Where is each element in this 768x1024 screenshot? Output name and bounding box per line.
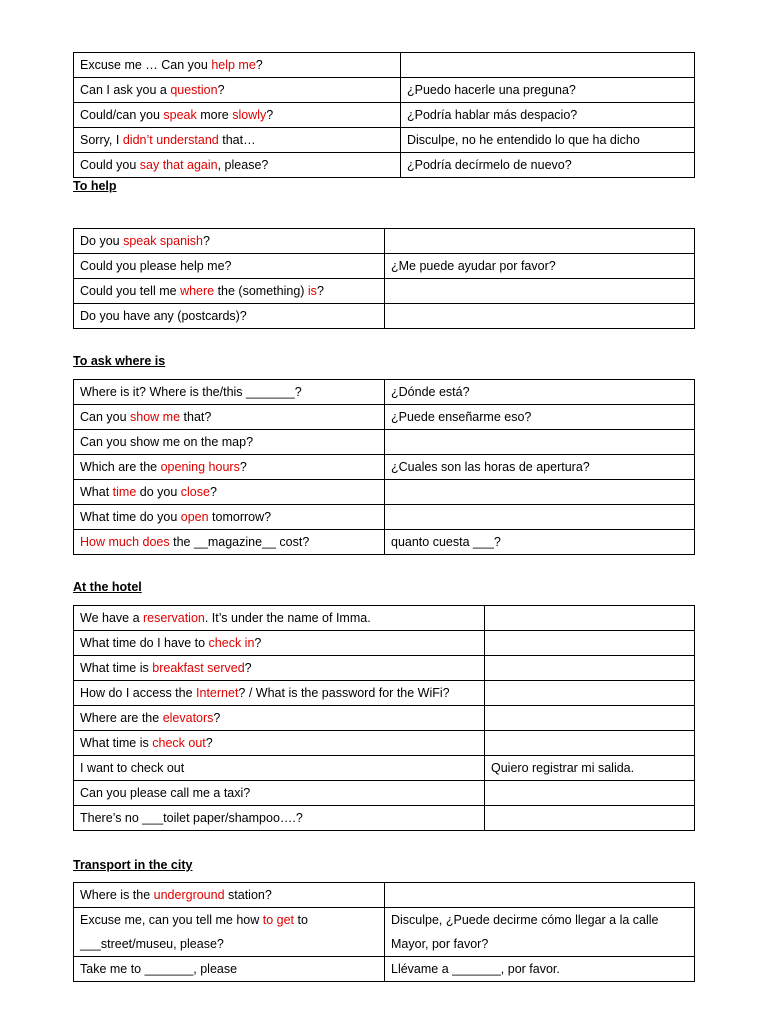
english-phrase-cell: [74, 78, 401, 103]
highlighted-phrase: How much does: [80, 535, 170, 549]
heading-at-the-hotel: At the hotel: [73, 580, 142, 594]
highlighted-phrase: close: [180, 485, 210, 499]
phrase-text: What time is: [80, 736, 153, 750]
highlighted-phrase: check out: [152, 736, 206, 750]
table-row: [74, 405, 695, 430]
table-row: [74, 53, 695, 78]
english-phrase-cell: [74, 455, 385, 480]
highlighted-phrase: reservation: [143, 611, 205, 625]
highlighted-phrase: open: [180, 510, 209, 524]
english-phrase-cell: [74, 405, 385, 430]
phrase-text: Which are the: [80, 460, 161, 474]
spanish-translation-cell: [385, 304, 695, 329]
phrase-table-3: [73, 379, 695, 555]
table-row: [74, 883, 695, 908]
highlighted-phrase: breakfast served: [152, 661, 245, 675]
phrase-text: Can you: [80, 410, 131, 424]
phrase-table-5: [73, 882, 695, 982]
english-phrase-cell: [74, 153, 401, 178]
table-row: [74, 706, 695, 731]
english-phrase-cell: [74, 380, 385, 405]
table-row: [74, 505, 695, 530]
spanish-translation-cell: [485, 706, 695, 731]
phrase-text: ?: [217, 83, 225, 97]
spanish-translation-cell: ¿Cuales son las horas de apertura?: [385, 455, 695, 480]
english-phrase-cell: [74, 480, 385, 505]
spanish-translation-cell: [485, 631, 695, 656]
spanish-translation-cell: [385, 883, 695, 908]
english-phrase-cell: [74, 304, 385, 329]
phrase-table-1: [73, 52, 695, 178]
phrase-table-4: [73, 605, 695, 831]
phrase-text: ?: [213, 711, 221, 725]
phrase-text: Could/can you: [80, 108, 164, 122]
spanish-translation-cell: [485, 731, 695, 756]
english-phrase-cell: [74, 430, 385, 455]
phrase-text: Could you: [80, 158, 140, 172]
phrase-text: What time do you: [80, 510, 181, 524]
spanish-translation-cell: [385, 505, 695, 530]
phrase-text: Can you please call me a taxi?: [80, 786, 251, 800]
highlighted-phrase: is: [307, 284, 317, 298]
english-phrase-cell: [74, 128, 401, 153]
highlighted-phrase: slowly: [232, 108, 267, 122]
spanish-translation-cell: Disculpe, no he entendido lo que ha dicho: [401, 128, 695, 153]
heading-to-ask-where-is: To ask where is: [73, 354, 166, 368]
phrase-text: ?: [203, 234, 210, 248]
table-row: [74, 908, 695, 957]
table-row: [74, 656, 695, 681]
english-phrase-cell: [74, 229, 385, 254]
highlighted-phrase: speak spanish: [123, 234, 204, 248]
phrase-text: Could you please help me?: [80, 259, 232, 273]
table-row: [74, 957, 695, 982]
spanish-translation-cell: ¿Dónde está?: [385, 380, 695, 405]
phrase-text: Sorry, I: [80, 133, 123, 147]
highlighted-phrase: check in: [208, 636, 255, 650]
section-4: [73, 605, 694, 831]
phrase-text: that…: [218, 133, 256, 147]
english-phrase-cell: [74, 883, 385, 908]
table-row: [74, 455, 695, 480]
table-row: [74, 304, 695, 329]
english-phrase-cell: [74, 957, 385, 982]
phrase-text: that?: [180, 410, 212, 424]
english-phrase-cell: [74, 908, 385, 957]
heading-to-help: To help: [73, 179, 117, 193]
highlighted-phrase: to get: [262, 913, 295, 927]
spanish-translation-cell: ¿Me puede ayudar por favor?: [385, 254, 695, 279]
phrase-text: Do you have any (postcards)?: [80, 309, 247, 323]
phrase-text: ?: [239, 460, 247, 474]
spanish-translation-cell: Disculpe, ¿Puede decirme cómo llegar a la calle Mayor, por favor?: [385, 908, 695, 957]
english-phrase-cell: [74, 505, 385, 530]
table-row: [74, 380, 695, 405]
phrase-text: We have a: [80, 611, 144, 625]
table-row: [74, 606, 695, 631]
phrase-text: . It’s under the name of Imma.: [204, 611, 371, 625]
phrase-text: Where is the: [80, 888, 154, 902]
table-row: [74, 103, 695, 128]
spanish-translation-cell: [385, 229, 695, 254]
spanish-translation-cell: [385, 279, 695, 304]
highlighted-phrase: time: [112, 485, 137, 499]
spanish-translation-cell: [485, 806, 695, 831]
phrase-text: to ___street/museu, please?: [80, 913, 308, 951]
phrase-text: ?: [205, 736, 213, 750]
section-2: [73, 228, 694, 329]
phrase-text: How do I access the: [80, 686, 197, 700]
spanish-translation-cell: [485, 656, 695, 681]
english-phrase-cell: [74, 606, 485, 631]
spanish-translation-cell: [485, 681, 695, 706]
spanish-translation-cell: [485, 606, 695, 631]
english-phrase-cell: [74, 656, 485, 681]
spanish-translation-cell: ¿Podría hablar más despacio?: [401, 103, 695, 128]
spanish-translation-cell: ¿Puedo hacerle una preguna?: [401, 78, 695, 103]
phrase-text: Could you tell me: [80, 284, 181, 298]
spanish-translation-cell: [385, 480, 695, 505]
table-row: [74, 229, 695, 254]
english-phrase-cell: [74, 731, 485, 756]
english-phrase-cell: [74, 806, 485, 831]
phrase-text: Where is it? Where is the/this _______?: [80, 385, 302, 399]
section-5: [73, 882, 694, 982]
spanish-translation-cell: [485, 781, 695, 806]
phrase-text: Can I ask you a: [80, 83, 171, 97]
table-row: [74, 731, 695, 756]
phrase-text: Can you show me on the map?: [80, 435, 254, 449]
phrase-text: tomorrow?: [208, 510, 272, 524]
table-row: [74, 128, 695, 153]
highlighted-phrase: where: [180, 284, 215, 298]
table-row: [74, 756, 695, 781]
highlighted-phrase: show me: [130, 410, 181, 424]
phrase-text: ?: [255, 58, 263, 72]
phrase-text: ?: [316, 284, 324, 298]
phrase-text: What time is: [80, 661, 153, 675]
english-phrase-cell: [74, 530, 385, 555]
spanish-translation-cell: ¿Puede enseñarme eso?: [385, 405, 695, 430]
spanish-translation-cell: quanto cuesta ___?: [385, 530, 695, 555]
phrase-text: the __magazine__ cost?: [169, 535, 310, 549]
table-row: [74, 279, 695, 304]
spanish-translation-cell: ¿Podría decírmelo de nuevo?: [401, 153, 695, 178]
phrase-text: ?: [244, 661, 252, 675]
phrase-text: Take me to _______, please: [80, 962, 238, 976]
phrase-table-2: [73, 228, 695, 329]
table-row: [74, 480, 695, 505]
highlighted-phrase: elevators: [162, 711, 214, 725]
english-phrase-cell: [74, 631, 485, 656]
phrase-text: do you: [136, 485, 181, 499]
spanish-translation-cell: Quiero registrar mi salida.: [485, 756, 695, 781]
phrase-text: ?: [209, 485, 217, 499]
phrase-text: There’s no ___toilet paper/shampoo….?: [80, 811, 303, 825]
phrase-text: I want to check out: [80, 761, 185, 775]
table-row: [74, 781, 695, 806]
english-phrase-cell: [74, 681, 485, 706]
phrase-text: Do you: [80, 234, 124, 248]
phrase-text: ? / What is the password for the WiFi?: [238, 686, 450, 700]
table-row: [74, 153, 695, 178]
phrase-text: Excuse me, can you tell me how: [80, 913, 263, 927]
spanish-translation-cell: [385, 430, 695, 455]
spanish-translation-cell: [401, 53, 695, 78]
english-phrase-cell: [74, 254, 385, 279]
section-3: [73, 379, 694, 555]
english-phrase-cell: [74, 103, 401, 128]
table-row: [74, 430, 695, 455]
phrase-text: What time do I have to: [80, 636, 209, 650]
english-phrase-cell: [74, 279, 385, 304]
phrase-text: Where are the: [80, 711, 163, 725]
highlighted-phrase: question: [170, 83, 218, 97]
english-phrase-cell: [74, 706, 485, 731]
highlighted-phrase: speak: [163, 108, 197, 122]
english-phrase-cell: [74, 756, 485, 781]
phrase-text: station?: [224, 888, 272, 902]
highlighted-phrase: underground: [153, 888, 225, 902]
table-row: [74, 631, 695, 656]
heading-transport-in-the-city: Transport in the city: [73, 858, 193, 872]
table-row: [74, 254, 695, 279]
table-row: [74, 78, 695, 103]
table-row: [74, 530, 695, 555]
table-row: [74, 806, 695, 831]
phrase-text: ?: [266, 108, 274, 122]
highlighted-phrase: didn’t understand: [122, 133, 219, 147]
phrase-text: the (something): [214, 284, 308, 298]
phrase-text: ?: [254, 636, 262, 650]
english-phrase-cell: [74, 781, 485, 806]
phrase-text: , please?: [217, 158, 269, 172]
phrase-text: Excuse me … Can you: [80, 58, 212, 72]
table-row: [74, 681, 695, 706]
english-phrase-cell: [74, 53, 401, 78]
highlighted-phrase: opening hours: [160, 460, 240, 474]
spanish-translation-cell: Llévame a _______, por favor.: [385, 957, 695, 982]
phrase-text: more: [196, 108, 233, 122]
phrase-text: What: [80, 485, 113, 499]
highlighted-phrase: help me: [211, 58, 256, 72]
highlighted-phrase: Internet: [196, 686, 239, 700]
highlighted-phrase: say that again: [139, 158, 218, 172]
section-1: [73, 52, 694, 178]
